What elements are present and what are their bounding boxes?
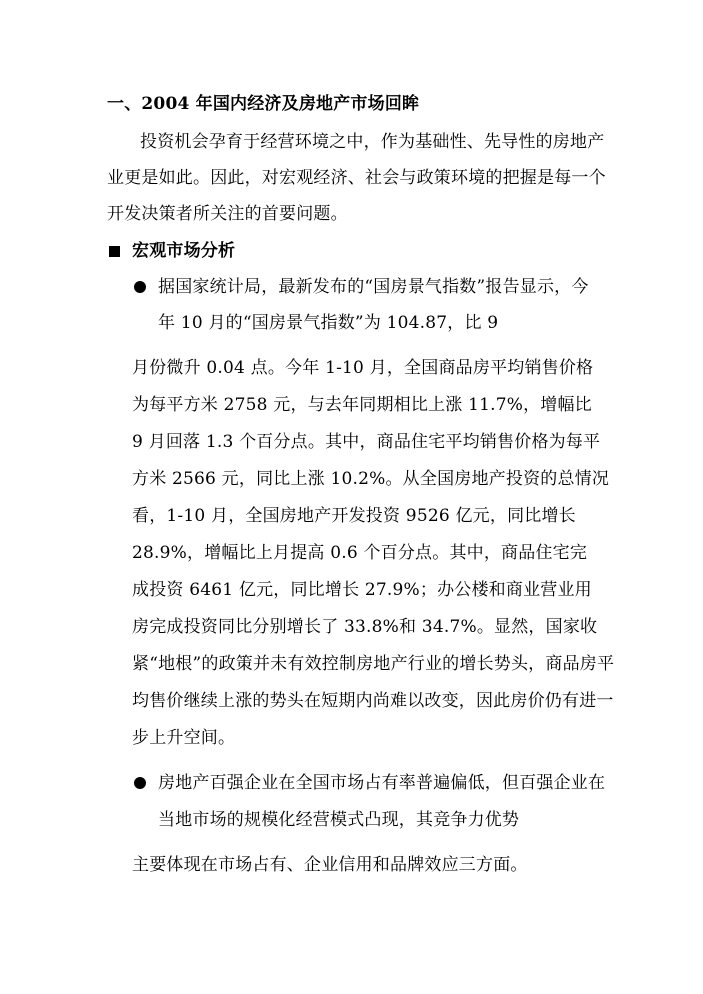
para1-line-2: 为每平方米 2758 元，与去年同期相比上涨 11.7%，增幅比 <box>132 395 592 415</box>
bullet1-line-1: 据国家统计局，最新发布的“国房景气指数”报告显示，今 <box>158 277 589 297</box>
round-bullet-icon <box>134 281 146 293</box>
intro-line-1: 投资机会孕育于经营环境之中，作为基础性、先导性的房地产 <box>140 132 605 152</box>
bullet2-line-2: 当地市场的规模化经营模式凸现，其竞争力优势 <box>158 810 520 830</box>
para1-line-1: 月份微升 0.04 点。今年 1-10 月，全国商品房平均销售价格 <box>132 358 594 378</box>
bullet2-line-1: 房地产百强企业在全国市场占有率普遍偏低，但百强企业在 <box>158 773 606 793</box>
para1-line-5: 看，1-10 月，全国房地产开发投资 9526 亿元，同比增长 <box>132 506 576 526</box>
para1-line-3: 9 月回落 1.3 个百分点。其中，商品住宅平均销售价格为每平 <box>132 432 601 452</box>
intro-line-3: 开发决策者所关注的首要问题。 <box>107 204 348 224</box>
para1-line-4: 方米 2566 元，同比上涨 10.2%。从全国房地产投资的总情况 <box>132 469 610 489</box>
intro-line-2: 业更是如此。因此，对宏观经济、社会与政策环境的把握是每一个 <box>107 168 606 188</box>
para1-line-9: 紧“地根”的政策并未有效控制房地产行业的增长势头，商品房平 <box>132 654 615 674</box>
para1-line-7: 成投资 6461 亿元，同比增长 27.9%；办公楼和商业营业用 <box>132 580 592 600</box>
square-bullet-icon <box>109 246 120 257</box>
para1-line-8: 房完成投资同比分别增长了 33.8%和 34.7%。显然，国家收 <box>132 617 598 637</box>
page-heading: 一、2004 年国内经济及房地产市场回眸 <box>107 94 420 114</box>
section-title: 宏观市场分析 <box>132 241 236 261</box>
para2-line-1: 主要体现在市场占有、企业信用和品牌效应三方面。 <box>132 855 528 875</box>
para1-line-6: 28.9%，增幅比上月提高 0.6 个百分点。其中，商品住宅完 <box>132 543 588 563</box>
para1-line-11: 步上升空间。 <box>132 728 236 748</box>
bullet1-line-2: 年 10 月的“国房景气指数”为 104.87，比 9 <box>158 313 499 333</box>
round-bullet-icon <box>134 777 146 789</box>
para1-line-10: 均售价继续上涨的势头在短期内尚难以改变，因此房价仍有进一 <box>132 691 614 711</box>
